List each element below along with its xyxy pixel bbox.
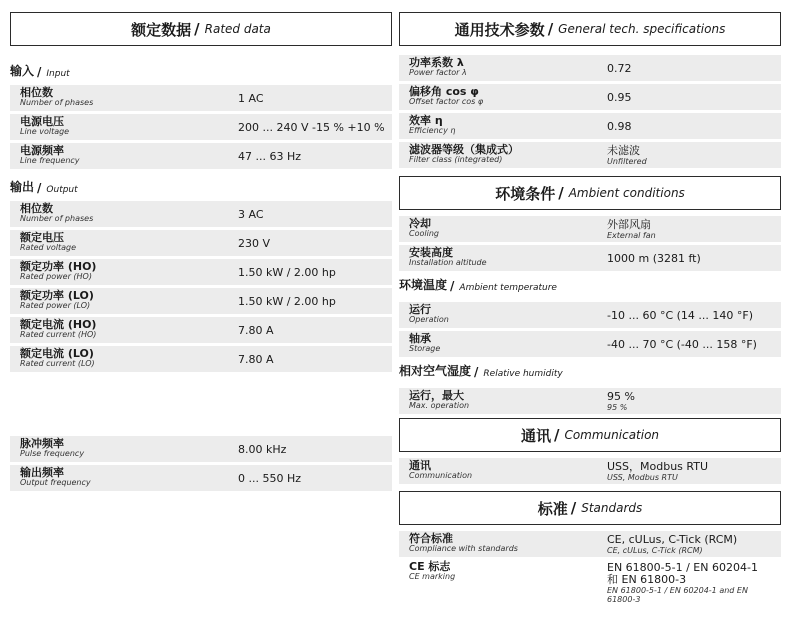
spec-row <box>10 143 392 169</box>
spec-value: 1 AC <box>238 91 264 105</box>
rated-data-title-en: Rated data <box>204 22 271 36</box>
spec-value: 0.98 <box>607 119 632 133</box>
spec-label-en: Max. operation <box>409 401 470 410</box>
spec-label-zh: 额定功率 (LO) <box>20 289 94 302</box>
specs-column <box>399 12 781 604</box>
communication-title-en: Communication <box>564 428 660 442</box>
spec-label-zh: 符合标准 <box>409 532 453 545</box>
spec-label-zh: 效率 η <box>409 114 443 127</box>
spec-label-zh: 额定电压 <box>20 231 64 244</box>
spec-row <box>399 245 781 271</box>
spec-label-en: Cooling <box>409 229 439 238</box>
spec-value-en: CE, cULus, C-Tick (RCM) <box>607 545 703 555</box>
spec-row <box>10 288 392 314</box>
humidity-rows <box>399 388 781 414</box>
spec-row <box>399 560 781 604</box>
spec-label-en: Offset factor cos φ <box>409 97 484 106</box>
ambient-title-en: Ambient conditions <box>568 186 685 200</box>
general-title-zh: 通用技术参数 <box>454 20 545 39</box>
spec-label-en: Filter class (integrated) <box>409 155 503 164</box>
spec-value: 230 V <box>238 236 271 250</box>
spec-row <box>399 388 781 414</box>
general-rows <box>399 55 781 168</box>
spec-label-zh: 额定电流 (LO) <box>20 347 94 360</box>
title-separator: / <box>450 279 455 293</box>
title-separator: / <box>553 426 560 444</box>
title-separator: / <box>558 184 564 202</box>
spec-label-en: Number of phases <box>20 98 94 107</box>
spec-label-en: Storage <box>409 344 441 353</box>
spec-label-zh: 输出频率 <box>20 466 64 479</box>
output-title-en: Output <box>46 185 78 195</box>
spec-label-en: Installation altitude <box>409 258 487 267</box>
rated-data-title-zh: 额定数据 <box>131 20 192 39</box>
spec-value: EN 61800-5-1 / EN 60204-1 和 EN 61800-3 <box>607 561 758 586</box>
input-title-zh: 输入 <box>10 64 35 78</box>
spec-label-zh: 功率系数 λ <box>409 56 464 69</box>
spec-label-en: Line frequency <box>20 156 80 165</box>
spec-label-zh: 冷却 <box>409 217 431 230</box>
spec-value: 1.50 kW / 2.00 hp <box>238 265 336 279</box>
standards-rows <box>399 531 781 604</box>
spec-label-zh: 额定功率 (HO) <box>20 260 97 273</box>
spec-value-en: Unfiltered <box>607 156 647 166</box>
spec-label-zh: 脉冲频率 <box>20 437 64 450</box>
output-section-title <box>10 176 392 195</box>
temperature-rows <box>399 302 781 357</box>
spec-label-en: Power factor λ <box>409 68 467 77</box>
spec-row <box>399 216 781 242</box>
spec-row <box>10 230 392 256</box>
spec-label-en: Rated current (HO) <box>20 330 97 339</box>
spec-label-zh: 相位数 <box>20 202 53 215</box>
general-specs-header <box>399 12 781 46</box>
spec-label-en: Rated power (LO) <box>20 301 91 310</box>
spec-label-en: CE marking <box>409 572 456 581</box>
spec-row <box>399 113 781 139</box>
temperature-section-title <box>399 274 781 293</box>
communication-title-zh: 通讯 <box>520 426 551 445</box>
spec-value: 1.50 kW / 2.00 hp <box>238 294 336 308</box>
spec-value: 外部风扇 <box>607 217 651 231</box>
spec-row <box>399 531 781 557</box>
ambient-title-zh: 环境条件 <box>495 184 556 203</box>
spec-value: 7.80 A <box>238 352 274 366</box>
humidity-title-en: Relative humidity <box>483 369 563 379</box>
title-separator: / <box>474 365 479 379</box>
spec-label-en: Communication <box>409 471 473 480</box>
spec-label-en: Rated voltage <box>20 243 77 252</box>
general-title-en: General tech. specifications <box>558 22 726 36</box>
spec-label-zh: 通讯 <box>409 459 431 472</box>
temperature-title-en: Ambient temperature <box>459 283 557 293</box>
spec-label-en: Rated power (HO) <box>20 272 92 281</box>
rated-data-header <box>10 12 392 46</box>
spec-value: 8.00 kHz <box>238 442 287 456</box>
spec-row <box>399 302 781 328</box>
communication-rows <box>399 458 781 484</box>
spec-label-zh: 电源频率 <box>20 144 64 157</box>
spec-row <box>399 458 781 484</box>
spec-label-zh: 运行 <box>409 303 431 316</box>
input-rows <box>10 85 392 169</box>
spec-value: 47 ... 63 Hz <box>238 149 302 163</box>
humidity-section-title <box>399 360 781 379</box>
spec-value: 0.72 <box>607 61 632 75</box>
spec-row <box>10 201 392 227</box>
spec-row <box>10 465 392 491</box>
humidity-title-zh: 相对空气湿度 <box>399 364 472 378</box>
spec-label-en: Rated current (LO) <box>20 359 95 368</box>
spec-row <box>10 85 392 111</box>
spec-row <box>10 436 392 462</box>
spec-value: 200 ... 240 V -15 % +10 % <box>238 120 385 134</box>
spec-row <box>399 84 781 110</box>
spec-label-zh: 安装高度 <box>409 246 453 259</box>
title-separator: / <box>547 20 554 38</box>
spec-value: 1000 m (3281 ft) <box>607 251 701 265</box>
spec-value: 0.95 <box>607 90 632 104</box>
spec-row <box>10 259 392 285</box>
spec-value: -40 ... 70 °C (-40 ... 158 °F) <box>607 337 757 351</box>
spec-value: 未滤波 <box>607 143 640 157</box>
spec-row <box>10 114 392 140</box>
spec-value: 3 AC <box>238 207 264 221</box>
spec-value: 95 % <box>607 389 635 403</box>
spec-label-en: Number of phases <box>20 214 94 223</box>
title-separator: / <box>194 20 200 38</box>
title-separator: / <box>37 65 42 79</box>
spec-label-zh: 额定电流 (HO) <box>20 318 97 331</box>
title-separator: / <box>570 499 577 517</box>
standards-title-zh: 标准 <box>537 499 568 518</box>
rated-data-column <box>10 12 392 494</box>
spec-value: 7.80 A <box>238 323 274 337</box>
spec-label-zh: 滤波器等级（集成式） <box>409 143 519 156</box>
standards-header <box>399 491 781 525</box>
spec-label-en: Operation <box>409 315 449 324</box>
pulse-rows <box>10 436 392 491</box>
spec-value: CE, cULus, C-Tick (RCM) <box>607 532 738 546</box>
standards-title-en: Standards <box>581 501 643 515</box>
spec-value-en: EN 61800-5-1 / EN 60204-1 and EN 61800-3 <box>607 586 748 604</box>
spec-label-zh: 轴承 <box>409 332 431 345</box>
spec-row <box>399 331 781 357</box>
spec-value: 0 ... 550 Hz <box>238 471 302 485</box>
spec-label-en: Efficiency η <box>409 126 456 135</box>
input-title-en: Input <box>46 69 70 79</box>
spec-value-en: USS, Modbus RTU <box>607 472 678 482</box>
communication-header <box>399 418 781 452</box>
spec-label-en: Pulse frequency <box>20 449 85 458</box>
title-separator: / <box>37 181 42 195</box>
output-title-zh: 输出 <box>10 180 35 194</box>
spec-row <box>10 346 392 372</box>
spec-value-en: External fan <box>607 230 656 240</box>
spec-label-zh: 电源电压 <box>20 115 64 128</box>
ambient-header <box>399 176 781 210</box>
spec-row <box>399 142 781 168</box>
temperature-title-zh: 环境温度 <box>399 278 448 292</box>
spec-row <box>10 317 392 343</box>
ambient-rows <box>399 216 781 271</box>
spec-value: USS，Modbus RTU <box>607 459 709 473</box>
spec-label-zh: 偏移角 cos φ <box>409 85 479 98</box>
spec-label-en: Line voltage <box>20 127 70 136</box>
spec-label-en: Output frequency <box>20 478 91 487</box>
spec-value: -10 ... 60 °C (14 ... 140 °F) <box>607 308 754 322</box>
output-rows <box>10 201 392 372</box>
spec-label-zh: 相位数 <box>20 86 53 99</box>
input-section-title <box>10 60 392 79</box>
spec-value-en: 95 % <box>607 402 628 412</box>
spec-label-en: Compliance with standards <box>409 544 518 553</box>
spec-row <box>399 55 781 81</box>
spec-label-zh: 运行，最大 <box>409 389 464 402</box>
spec-label-zh: CE 标志 <box>409 560 451 573</box>
